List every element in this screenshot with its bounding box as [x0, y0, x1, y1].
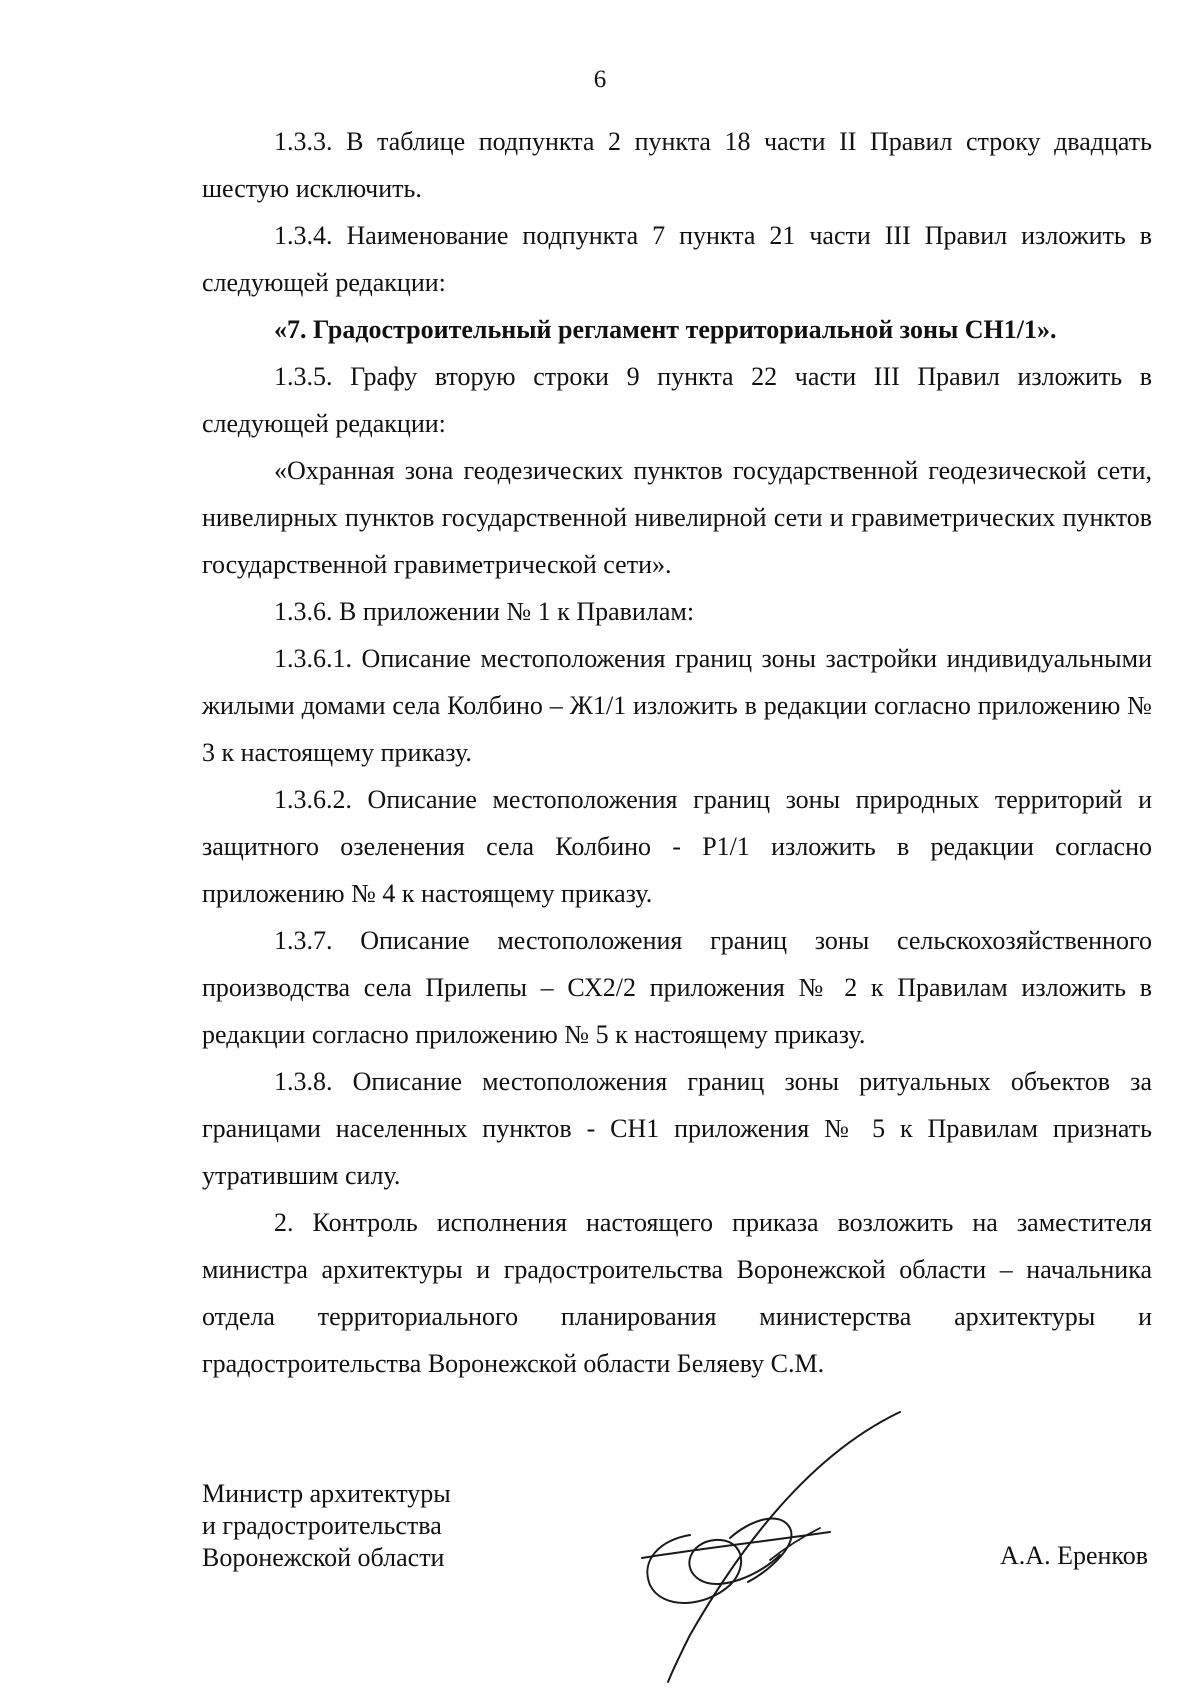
paragraph-1-3-7: 1.3.7. Описание местоположения границ зоны сельскохозяйственного производства села Прилепы – СХ2/2 приложения № 2 к Правилам изложить в редакции согласно приложению № 5 к настоящему приказу. [202, 926, 1152, 1049]
paragraph-1-3-3: 1.3.3. В таблице подпункта 2 пункта 18 части II Правил строку двадцать шестую исключить. [202, 127, 1152, 203]
handwritten-signature [620, 1410, 1020, 1690]
paragraph-1-3-6: 1.3.6. В приложении № 1 к Правилам: [274, 597, 695, 626]
signatory-position-line: и градостроительства [202, 1511, 442, 1540]
signatory-position-line: Воронежской области [202, 1543, 445, 1572]
paragraph-1-3-6-1: 1.3.6.1. Описание местоположения границ зоны застройки индивидуальными жилыми домами села Колбино – Ж1/1 изложить в редакции согласно приложению № 3 к настоящему приказу. [202, 644, 1152, 767]
signer-name: А.А. Еренков [1000, 1541, 1148, 1570]
document-body [202, 118, 1152, 1387]
paragraph-1-3-8: 1.3.8. Описание местоположения границ зоны ритуальных объектов за границами населенных пунктов - СН1 приложения № 5 к Правилам признать утратившим силу. [202, 1067, 1152, 1190]
signatory-position-line: Министр архитектуры [202, 1479, 451, 1508]
paragraph-2-control: 2. Контроль исполнения настоящего приказа возложить на заместителя министра архитектуры и градостроительства Воронежской области – начальника отдела территориального планирования министерства архитектуры и градостроительства Воронежской области Беляеву С.М. [202, 1208, 1152, 1378]
signatory-position [202, 1478, 451, 1574]
paragraph-protection-zone-quote: «Охранная зона геодезических пунктов государственной геодезической сети, нивелирных пунктов государственной нивелирной сети и гравиметрических пунктов государственной гравиметрической сети». [202, 456, 1152, 579]
page-number: 6 [593, 66, 607, 93]
paragraph-1-3-5: 1.3.5. Графу вторую строки 9 пункта 22 части III Правил изложить в следующей редакции: [202, 362, 1152, 438]
paragraph-regulation-title: «7. Градостроительный регламент территориальной зоны СН1/1». [274, 315, 1057, 344]
paragraph-1-3-4: 1.3.4. Наименование подпункта 7 пункта 21 части III Правил изложить в следующей редакции: [202, 221, 1152, 297]
paragraph-1-3-6-2: 1.3.6.2. Описание местоположения границ зоны природных территорий и защитного озеленения села Колбино - Р1/1 изложить в редакции согласно приложению № 4 к настоящему приказу. [202, 785, 1152, 908]
